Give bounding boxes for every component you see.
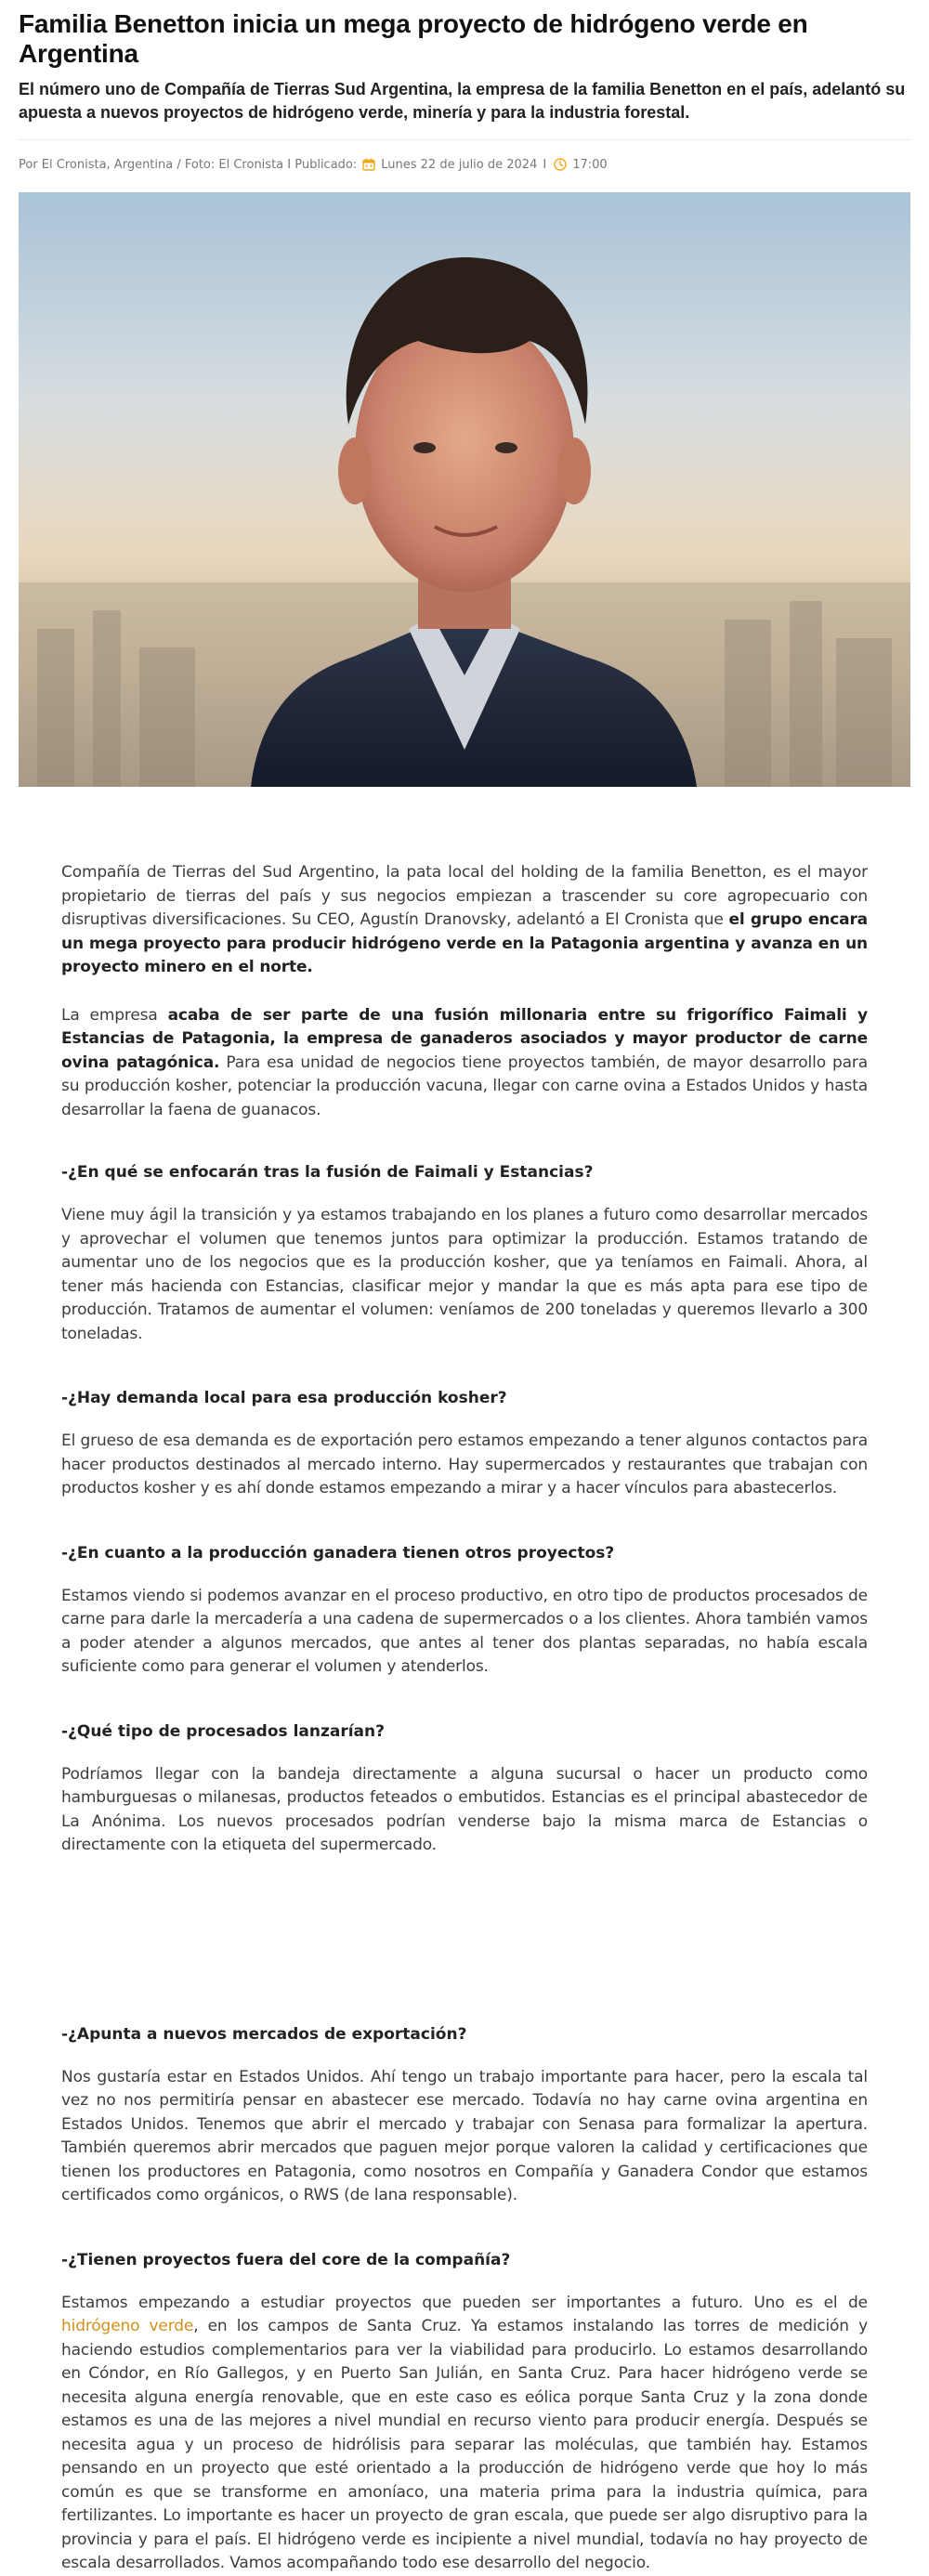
interview-question: -¿En qué se enfocarán tras la fusión de Faimali y Estancias? — [61, 1163, 594, 1182]
byline-separator: I — [543, 157, 547, 172]
article-body — [0, 861, 929, 2576]
publish-time: 17:00 — [572, 157, 608, 172]
interview-answer: Estamos empezando a estudiar proyectos que pueden ser importantes a futuro. Uno es el de hidrógeno verde, en los campos de Santa Cruz. Ya estamos instalando las torres de medición y haciendo estudios complementarios para ver la viabilidad para producirlo. Lo estamos desarrollando en Cóndor, en Río Gallegos, y en Puerto San Julián, en Santa Cruz. Para hacer hidrógeno verde se necesita alguna energía renovable, que en este caso es eólica porque Santa Cruz y la zona donde estamos es una de las mejores a nivel mundial en recurso viento para producir energía. Después se necesita agua y un proceso de hidrólisis para separar las moléculas, que también hay. Estamos pensando en un proyecto que esté orientado a la producción de hidrógeno verde que hoy lo más común es que se transforme en amoníaco, una materia prima para la industria química, para fertilizantes. Lo importante es hacer un proyecto de gran escala, que puede ser algo disruptivo para la provincia y para el país. El hidrógeno verde es incipiente a nivel mundial, todavía no hay proyecto de escala desarrollados. Vamos acompañando todo ese desarrollo del negocio. — [61, 2293, 868, 2572]
interview-question: -¿Hay demanda local para esa producción kosher? — [61, 1389, 507, 1407]
interview-question: -¿Qué tipo de procesados lanzarían? — [61, 1721, 385, 1741]
publish-date: Lunes 22 de julio de 2024 — [381, 157, 538, 172]
calendar-icon — [362, 158, 375, 171]
page-title: Familia Benetton inicia un mega proyecto de hidrógeno verde en Argentina — [19, 9, 808, 68]
interview-answer: Podríamos llegar con la bandeja directamente a alguna sucursal o hacer un producto como hamburguesas o milanesas, productos feteados o embutidos. Estancias es el principal abastecedor de La Anónima. Los nuevos procesados podrían venderse bajo la misma marca de Estancias o directamente con la etiqueta del supermercado. — [61, 1764, 868, 1854]
ad-space — [61, 1882, 868, 1982]
article-subtitle: El número uno de Compañía de Tierras Sud Argentina, la empresa de la familia Benetton en el país, adelantó su apuesta a nuevos proyectos de hidrógeno verde, minería y para la industria forestal. — [19, 80, 906, 122]
clock-icon — [554, 158, 567, 171]
interview-answer: El grueso de esa demanda es de exportación pero estamos empezando a tener algunos contactos para hacer productos destinados al mercado interno. Hay supermercados y restaurantes que trabajan con productos kosher y es ahí donde estamos empezando a mirar y a hacer vínculos para abastecerlos. — [61, 1432, 868, 1497]
paragraph: Compañía de Tierras del Sud Argentino, la pata local del holding de la familia Benetton, es el mayor propietario de tierras del país y sus negocios empiezan a trascender su core agropecuario con disruptivas diversificaciones. Su CEO, Agustín Dranovsky, adelantó a El Cronista que el grupo encara un mega proyecto para producir hidrógeno verde en la Patagonia argentina y avanza en un proyecto minero en el norte. — [61, 863, 868, 976]
interview-answer: Nos gustaría estar en Estados Unidos. Ahí tengo un trabajo importante para hacer, pero la escala tal vez no nos permitiría pensar en abastecer ese mercado. Todavía no hay carne ovina argentina en Estados Unidos. Tenemos que abrir el mercado y trabajar con Senasa para formalizar la apertura. También queremos abrir mercados que paguen mejor porque valoren la calidad y certificaciones que tienen los productores en Patagonia, como nosotros en Compañía y Ganadera Condor que estamos certificados como orgánicos, o RWS (de lana responsable). — [61, 2067, 868, 2204]
interview-question: -¿Apunta a nuevos mercados de exportación? — [61, 2024, 467, 2044]
hero-photo — [19, 192, 910, 787]
divider — [19, 139, 910, 140]
byline — [19, 155, 910, 174]
hidrogeno-verde-link[interactable]: hidrógeno verde — [61, 2317, 194, 2335]
byline-author: Por El Cronista, Argentina / Foto: El Cronista I Publicado: — [19, 157, 358, 172]
interview-answer: Estamos viendo si podemos avanzar en el proceso productivo, en otro tipo de productos procesados de carne para darle la mercadería a una cadena de supermercados o a los clientes. Ahora también vamos a poder atender a algunos mercados, que antes al tener dos plantas separadas, no había escala suficiente como para generar el volumen y atenderlos. — [61, 1586, 868, 1676]
interview-question: -¿En cuanto a la producción ganadera tienen otros proyectos? — [61, 1543, 615, 1563]
article-header — [0, 0, 929, 174]
interview-question: -¿Tienen proyectos fuera del core de la compañía? — [61, 2250, 511, 2269]
interview-answer: Viene muy ágil la transición y ya estamos trabajando en los planes a futuro como desarrollar mercados y aprovechar el volumen que tenemos juntos para optimizar la producción. Estamos tratando de aumentar uno de los negocios que es la producción kosher, que ya teníamos en Faimali. Ahora, al tener más hacienda con Estancias, clasificar mejor y mandar la que es más apta para ese tipo de producción. Tratamos de aumentar el volumen: veníamos de 200 toneladas y queremos llevarlo a 300 toneladas. — [61, 1206, 868, 1343]
paragraph: La empresa acaba de ser parte de una fusión millonaria entre su frigorífico Faimali y Estancias de Patagonia, la empresa de ganaderos asociados y mayor productor de carne ovina patagónica. Para esa unidad de negocios tiene proyectos también, de mayor desarrollo para su producción kosher, potenciar la producción vacuna, llegar con carne ovina a Estados Unidos y hasta desarrollar la faena de guanacos. — [61, 1005, 869, 1119]
